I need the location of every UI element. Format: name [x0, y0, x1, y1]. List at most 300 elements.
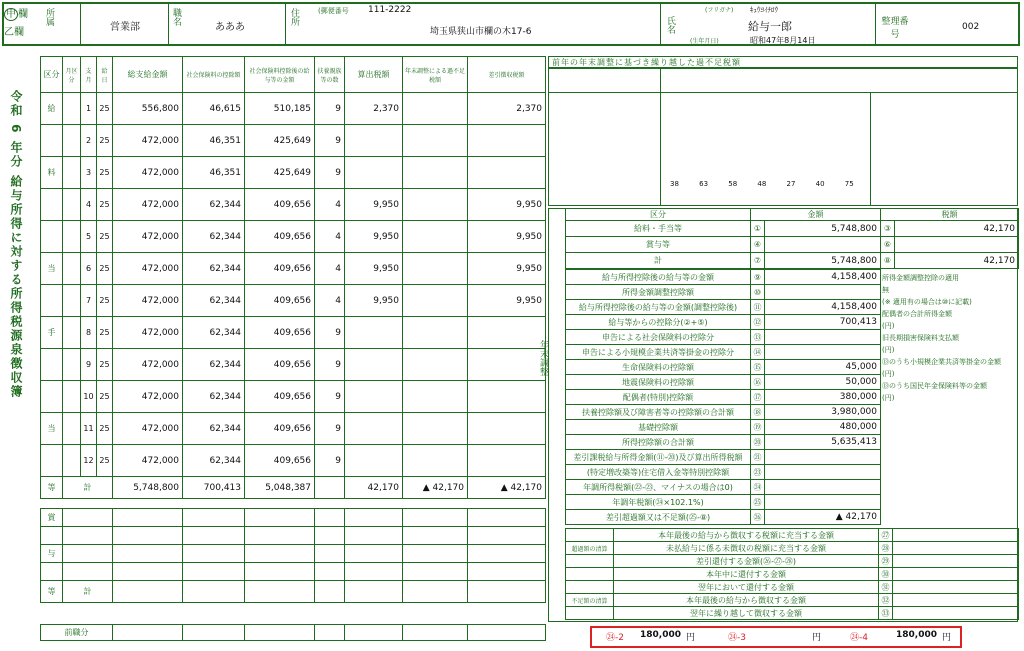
nm-item — [566, 420, 881, 435]
dependents: 4 — [315, 253, 345, 285]
settle-amount — [893, 581, 1019, 594]
net-pay: 409,656 — [245, 285, 315, 317]
yubin-label: (郵便番号 — [318, 7, 349, 15]
pay-day: 25 — [97, 413, 113, 445]
nm-note: ⑬のうち小規模企業共済等掛金の金額 — [882, 358, 1001, 366]
month-row — [41, 285, 546, 317]
year-end-adj — [403, 189, 468, 221]
footer-a-yen: 円 — [686, 633, 696, 643]
seinen-value: 昭和47年8月14日 — [750, 36, 816, 45]
side-cell — [41, 349, 63, 381]
pay-day: 25 — [97, 189, 113, 221]
nm-item — [566, 435, 881, 450]
net-pay: 409,656 — [245, 221, 315, 253]
gross-pay: 472,000 — [113, 445, 183, 477]
gross-pay: 472,000 — [113, 381, 183, 413]
nm-item-amount: 480,000 — [765, 420, 881, 435]
month-num: 10 — [81, 381, 97, 413]
col-kubun: 区分 — [41, 57, 63, 93]
nm-item-amount: 4,158,400 — [765, 270, 881, 285]
nm-row-tax: 42,170 — [895, 221, 1019, 237]
seiri-value: 002 — [962, 22, 980, 32]
side-cell — [41, 125, 63, 157]
net-pay: 409,656 — [245, 189, 315, 221]
settle-side: 不足額の清算 — [566, 594, 614, 607]
settle-side — [566, 581, 614, 594]
month-num: 8 — [81, 317, 97, 349]
bonus-yo: 与 — [41, 545, 63, 563]
footer-b-label: ㉔-3 — [728, 633, 746, 643]
seinen-label: (生年月日) — [690, 38, 719, 45]
nm-item — [566, 285, 881, 300]
nm-row-num2: ③ — [881, 221, 895, 237]
bonus-sho: 賞 — [41, 509, 63, 527]
calc-tax — [345, 349, 403, 381]
year-end-adj — [403, 253, 468, 285]
nm-note: (円) — [882, 370, 895, 378]
nm-item — [566, 300, 881, 315]
nm-item-label: 地震保険料の控除額 — [566, 375, 751, 390]
total-gross: 5,748,800 — [113, 477, 183, 499]
nm-item-label: 所得控除額の合計額 — [566, 435, 751, 450]
side-cell: 当 — [41, 253, 63, 285]
net-pay: 425,649 — [245, 125, 315, 157]
month-row — [41, 349, 546, 381]
nm-item-label: 扶養控除額及び障害者等の控除額の合計額 — [566, 405, 751, 420]
year-end-adj — [403, 93, 468, 125]
settle-row — [566, 594, 1019, 607]
net-pay: 409,656 — [245, 413, 315, 445]
gross-pay: 472,000 — [113, 221, 183, 253]
dependents: 9 — [315, 413, 345, 445]
nm-note: 配偶者の合計所得金額 — [882, 310, 952, 318]
nm-item-num: ⑪ — [751, 300, 765, 315]
tsuki-cell — [63, 413, 81, 445]
nm-note: (円) — [882, 346, 895, 354]
settle-row — [566, 607, 1019, 620]
tsuki-cell — [63, 349, 81, 381]
pay-day: 25 — [97, 285, 113, 317]
dependents-counts: 38 63 58 48 27 40 75 — [670, 180, 854, 188]
collected-tax — [468, 413, 546, 445]
nm-item-num: ⑨ — [751, 270, 765, 285]
social-insurance: 62,344 — [183, 189, 245, 221]
social-insurance: 62,344 — [183, 253, 245, 285]
zenshoku-label: 前職分 — [41, 625, 113, 641]
shimei-value: 給与一郎 — [748, 20, 792, 33]
tsuki-cell — [63, 445, 81, 477]
settle-row — [566, 568, 1019, 581]
dependents: 9 — [315, 445, 345, 477]
side-cell — [41, 189, 63, 221]
furigana-value: ｷｭｳﾖｲﾁﾛｳ — [750, 6, 778, 14]
side-cell — [41, 285, 63, 317]
nenmatsu-side-label: 年末調整 — [538, 340, 548, 376]
settle-side — [566, 607, 614, 620]
nm-item-label: (特定増改築等)住宅借入金等特別控除額 — [566, 465, 751, 480]
gross-pay: 472,000 — [113, 349, 183, 381]
bonus-to2: 等 — [41, 581, 63, 603]
nm-row-num: ④ — [751, 237, 765, 253]
nm-item-label: 所得金額調整控除額 — [566, 285, 751, 300]
shozoku-label: 所属 — [44, 8, 54, 26]
nm-item-num: ㉓ — [751, 465, 765, 480]
social-insurance: 62,344 — [183, 349, 245, 381]
col-nenmatsu: 年末調整による過不足税額 — [403, 57, 468, 93]
pay-day: 25 — [97, 445, 113, 477]
footer-a-label: ㉔-2 — [606, 633, 624, 643]
nm-item-amount: 5,635,413 — [765, 435, 881, 450]
shokumei-label: 職名 — [171, 8, 181, 26]
month-num: 5 — [81, 221, 97, 253]
settle-amount — [893, 555, 1019, 568]
year-end-adj — [403, 125, 468, 157]
nm-row — [566, 237, 1019, 253]
nenmatsu-income — [565, 220, 1019, 269]
col-sougaku: 総支給金額 — [113, 57, 183, 93]
nm-item-label: 年調所得税額(㉒-㉓、マイナスの場合は0) — [566, 480, 751, 495]
nm-note: 無 — [882, 286, 889, 294]
nm-row-label: 給料・手当等 — [566, 221, 751, 237]
nm-row-tax: 42,170 — [895, 253, 1019, 269]
nm-item-num: ⑲ — [751, 420, 765, 435]
kou-label: 甲 — [6, 9, 16, 20]
month-num: 7 — [81, 285, 97, 317]
nm-item-amount: 380,000 — [765, 390, 881, 405]
nm-item-num: ⑬ — [751, 330, 765, 345]
nm-item-num: ⑭ — [751, 345, 765, 360]
gross-pay: 472,000 — [113, 253, 183, 285]
nm-item-amount — [765, 465, 881, 480]
prev-year-title: 前年の年末調整に基づき繰り越した過不足税額 — [552, 58, 741, 67]
gross-pay: 556,800 — [113, 93, 183, 125]
total-adj: ▲ 42,170 — [403, 477, 468, 499]
nm-item — [566, 330, 881, 345]
collected-tax: 2,370 — [468, 93, 546, 125]
total-row — [41, 477, 546, 499]
bonus-table — [40, 508, 546, 603]
nm-item-amount — [765, 495, 881, 510]
nm-item-label: 給与所得控除後の給与等の金額(調整控除後) — [566, 300, 751, 315]
nm-item-amount: 3,980,000 — [765, 405, 881, 420]
collected-tax — [468, 445, 546, 477]
settle-label: 翌年に繰り越して徴収する金額 — [614, 607, 879, 620]
collected-tax — [468, 125, 546, 157]
settle-row — [566, 581, 1019, 594]
total-net: 5,048,387 — [245, 477, 315, 499]
shozoku-value: 営業部 — [110, 22, 140, 33]
col-fuyo: 扶養親族等の数 — [315, 57, 345, 93]
social-insurance: 46,351 — [183, 157, 245, 189]
dependents: 9 — [315, 349, 345, 381]
calc-tax: 9,950 — [345, 189, 403, 221]
nm-item-amount — [765, 285, 881, 300]
pay-day: 25 — [97, 253, 113, 285]
otsu-label: 乙 — [4, 27, 14, 38]
total-si: 700,413 — [183, 477, 245, 499]
nm-item-num: ㉑ — [751, 450, 765, 465]
month-num: 12 — [81, 445, 97, 477]
month-row — [41, 157, 546, 189]
collected-tax — [468, 381, 546, 413]
year-end-adj — [403, 349, 468, 381]
ran-label: 欄 — [18, 9, 28, 20]
settle-row — [566, 555, 1019, 568]
settle-label: 差引還付する金額(㉖-㉗-㉘) — [614, 555, 879, 568]
dependents: 9 — [315, 125, 345, 157]
net-pay: 409,656 — [245, 253, 315, 285]
nm-item-num: ⑱ — [751, 405, 765, 420]
net-pay: 510,185 — [245, 93, 315, 125]
month-num: 11 — [81, 413, 97, 445]
col-shakai: 社会保険料の控除額 — [183, 57, 245, 93]
month-num: 6 — [81, 253, 97, 285]
tsuki-cell — [63, 381, 81, 413]
net-pay: 409,656 — [245, 445, 315, 477]
settle-num: ㉗ — [879, 529, 893, 542]
year-end-adj — [403, 221, 468, 253]
nm-item-label: 年調年税額(㉔×102.1%) — [566, 495, 751, 510]
social-insurance: 46,615 — [183, 93, 245, 125]
dependents: 9 — [315, 93, 345, 125]
nm-item-num: ㉕ — [751, 495, 765, 510]
pay-day: 25 — [97, 93, 113, 125]
settle-label: 未払給与に係る未徴収の税額に充当する金額 — [614, 542, 879, 555]
col-sashihiki: 差引徴収税額 — [468, 57, 546, 93]
month-row — [41, 189, 546, 221]
month-num: 1 — [81, 93, 97, 125]
seiri-label: 整理番号 — [881, 17, 909, 40]
nm-item-amount: ▲ 42,170 — [765, 510, 881, 525]
gross-pay: 472,000 — [113, 157, 183, 189]
nm-item-num: ⑯ — [751, 375, 765, 390]
nm-item-label: 基礎控除額 — [566, 420, 751, 435]
nm-row-num2: ⑥ — [881, 237, 895, 253]
month-num: 2 — [81, 125, 97, 157]
settle-amount — [893, 529, 1019, 542]
nm-item — [566, 465, 881, 480]
settle-side — [566, 568, 614, 581]
pay-day: 25 — [97, 157, 113, 189]
nm-item — [566, 450, 881, 465]
pay-day: 25 — [97, 125, 113, 157]
settle-label: 本年最後の給与から徴収する税額に充当する金額 — [614, 529, 879, 542]
month-row — [41, 221, 546, 253]
calc-tax — [345, 125, 403, 157]
settle-num: ㉛ — [879, 581, 893, 594]
nm-item-num: ⑳ — [751, 435, 765, 450]
calc-tax — [345, 413, 403, 445]
gross-pay: 472,000 — [113, 125, 183, 157]
pay-day: 25 — [97, 317, 113, 349]
settle-table — [565, 528, 1019, 620]
nm-row-amount: 5,748,800 — [765, 221, 881, 237]
total-label: 計 — [63, 477, 113, 499]
social-insurance: 62,344 — [183, 317, 245, 349]
jusho-value: 埼玉県狭山市欄の木17-6 — [430, 27, 532, 37]
nm-item-label: 給与等からの控除分(②+⑤) — [566, 315, 751, 330]
side-cell: 手 — [41, 317, 63, 349]
nm-item-amount: 50,000 — [765, 375, 881, 390]
jusho-label: 住所 — [289, 8, 299, 26]
side-cell: 給 — [41, 93, 63, 125]
settle-row — [566, 542, 1019, 555]
net-pay: 409,656 — [245, 349, 315, 381]
col-shikyu-hi: 給日 — [97, 57, 113, 93]
social-insurance: 46,351 — [183, 125, 245, 157]
collected-tax: 9,950 — [468, 221, 546, 253]
nm-item-amount: 4,158,400 — [765, 300, 881, 315]
calc-tax — [345, 317, 403, 349]
side-cell: 料 — [41, 157, 63, 189]
col-after: 社会保険料控除後の給与等の金額 — [245, 57, 315, 93]
gross-pay: 472,000 — [113, 189, 183, 221]
settle-num: ㉚ — [879, 568, 893, 581]
calc-tax — [345, 157, 403, 189]
nm-note: 旧長期損害保険料支払額 — [882, 334, 959, 342]
nm-item — [566, 480, 881, 495]
settle-amount — [893, 568, 1019, 581]
tsuki-cell — [63, 285, 81, 317]
nm-item — [566, 495, 881, 510]
nm-row-label: 賞与等 — [566, 237, 751, 253]
social-insurance: 62,344 — [183, 381, 245, 413]
kou-otsu-label — [4, 6, 28, 42]
nm-item-num: ㉔ — [751, 480, 765, 495]
year-end-adj — [403, 157, 468, 189]
tsuki-cell — [63, 93, 81, 125]
bonus-total-label: 計 — [63, 581, 113, 603]
settle-num: ㉜ — [879, 594, 893, 607]
nm-row-amount — [765, 237, 881, 253]
footer-c-label: ㉔-4 — [850, 633, 868, 643]
gross-pay: 472,000 — [113, 413, 183, 445]
footer-c-value: 180,000 — [896, 630, 937, 640]
gross-pay: 472,000 — [113, 317, 183, 349]
col-tsuki: 月区分 — [63, 57, 81, 93]
nm-item-amount — [765, 450, 881, 465]
settle-label: 翌年において還付する金額 — [614, 581, 879, 594]
nm-item-amount — [765, 345, 881, 360]
settle-num: ㉙ — [879, 555, 893, 568]
nm-item-label: 配偶者(特別)控除額 — [566, 390, 751, 405]
total-col: ▲ 42,170 — [468, 477, 546, 499]
nm-item-amount — [765, 330, 881, 345]
total-tax: 42,170 — [345, 477, 403, 499]
footer-a-value: 180,000 — [640, 630, 681, 640]
col-shikyu-tsuki: 支月 — [81, 57, 97, 93]
calc-tax: 2,370 — [345, 93, 403, 125]
net-pay: 425,649 — [245, 157, 315, 189]
month-num: 4 — [81, 189, 97, 221]
month-row — [41, 317, 546, 349]
net-pay: 409,656 — [245, 381, 315, 413]
document-title: 令和 6 年分 給与所得に対する所得税源泉徴収簿 — [9, 90, 23, 399]
col-zei: 算出税額 — [345, 57, 403, 93]
tsuki-cell — [63, 253, 81, 285]
calc-tax: 9,950 — [345, 253, 403, 285]
nm-row-num: ① — [751, 221, 765, 237]
side-cell — [41, 221, 63, 253]
yubin-value: 111-2222 — [368, 5, 412, 15]
nm-item — [566, 270, 881, 285]
calc-tax — [345, 381, 403, 413]
nm-item-amount — [765, 480, 881, 495]
month-row — [41, 253, 546, 285]
tsuki-cell — [63, 317, 81, 349]
pay-day: 25 — [97, 349, 113, 381]
zenshoku-table — [40, 624, 546, 641]
side-cell — [41, 445, 63, 477]
side-to2: 等 — [41, 477, 63, 499]
shokumei-value: あああ — [215, 22, 245, 33]
nm-item — [566, 375, 881, 390]
nm-item-num: ㉖ — [751, 510, 765, 525]
nm-zeigaku: 税額 — [881, 209, 1019, 221]
nm-item-amount: 45,000 — [765, 360, 881, 375]
settle-row — [566, 529, 1019, 542]
year-end-adj — [403, 445, 468, 477]
nm-item-label: 申告による社会保険料の控除分 — [566, 330, 751, 345]
nm-item — [566, 315, 881, 330]
nm-row-label: 計 — [566, 253, 751, 269]
month-num: 9 — [81, 349, 97, 381]
settle-num: ㉘ — [879, 542, 893, 555]
month-row — [41, 93, 546, 125]
ran-label-2: 欄 — [14, 27, 24, 38]
gross-pay: 472,000 — [113, 285, 183, 317]
month-row — [41, 413, 546, 445]
nm-item-amount: 700,413 — [765, 315, 881, 330]
nm-item — [566, 510, 881, 525]
calc-tax: 9,950 — [345, 221, 403, 253]
nm-note: 所得金額調整控除の適用 — [882, 274, 959, 282]
nm-row-num: ⑦ — [751, 253, 765, 269]
settle-amount — [893, 542, 1019, 555]
collected-tax: 9,950 — [468, 285, 546, 317]
tsuki-cell — [63, 221, 81, 253]
nm-kubun: 区分 — [566, 209, 751, 221]
dependents: 4 — [315, 285, 345, 317]
nm-item-num: ⑮ — [751, 360, 765, 375]
month-row — [41, 125, 546, 157]
year-end-adj — [403, 413, 468, 445]
year-end-adj — [403, 381, 468, 413]
month-num: 3 — [81, 157, 97, 189]
social-insurance: 62,344 — [183, 413, 245, 445]
social-insurance: 62,344 — [183, 285, 245, 317]
side-cell — [41, 381, 63, 413]
dependents: 4 — [315, 221, 345, 253]
month-row — [41, 381, 546, 413]
net-pay: 409,656 — [245, 317, 315, 349]
collected-tax — [468, 157, 546, 189]
nm-note: ⑬のうち国民年金保険料等の金額 — [882, 382, 987, 390]
monthly-table — [40, 56, 546, 499]
settle-label: 本年最後の給与から徴収する金額 — [614, 594, 879, 607]
nm-row-num2: ⑧ — [881, 253, 895, 269]
tsuki-cell — [63, 189, 81, 221]
nm-item-label: 差引超過額又は不足額(㉕-⑧) — [566, 510, 751, 525]
nm-item-num: ⑫ — [751, 315, 765, 330]
year-end-adj — [403, 317, 468, 349]
nm-item-label: 生命保険料の控除額 — [566, 360, 751, 375]
nenmatsu-notes — [882, 272, 1016, 404]
tsuki-cell — [63, 125, 81, 157]
dependents: 9 — [315, 317, 345, 349]
nm-item-num: ⑰ — [751, 390, 765, 405]
settle-side — [566, 529, 614, 542]
